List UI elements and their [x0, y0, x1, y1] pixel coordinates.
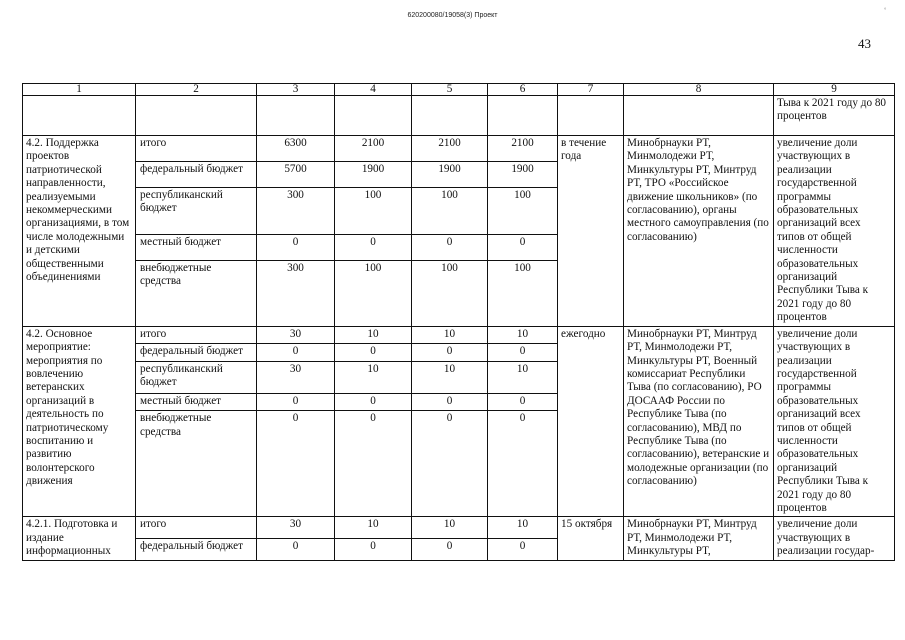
cell-value: 0	[335, 538, 412, 560]
row-label: внебюджетные средства	[136, 260, 257, 326]
cell-value: 10	[412, 517, 488, 539]
cell-value: 100	[335, 260, 412, 326]
responsible: Минобрнауки РТ, Минтруд РТ, Минмолодежи РТ, Минкультуры РТ,	[624, 517, 774, 560]
cell-value: 100	[488, 187, 558, 234]
cell-value: 10	[488, 517, 558, 539]
cell-value: 0	[488, 538, 558, 560]
cell-value: 1900	[412, 161, 488, 187]
cell-value: 0	[257, 344, 335, 362]
expected-result: увеличение доли участвующих в реализации государственной программы образовательных организаций всех типов от общей численности образовательных организаций Республики Тыва к 2021 году до 80 процентов	[774, 326, 895, 517]
expected-result: увеличение доли участвующих в реализации государ-	[774, 517, 895, 560]
col-header-2: 2	[136, 84, 257, 96]
row-label: итого	[136, 517, 257, 539]
row-label: внебюджетные средства	[136, 411, 257, 517]
expected-result: увеличение доли участвующих в реализации государственной программы образовательных организаций всех типов от общей численности образовательных организаций Республики Тыва к 2021 году до 80 процентов	[774, 136, 895, 327]
row-label: итого	[136, 326, 257, 344]
cell-value: 100	[412, 260, 488, 326]
cell-value: 0	[257, 393, 335, 411]
cell-value: 0	[488, 411, 558, 517]
cell-value: 0	[335, 393, 412, 411]
row-label: итого	[136, 136, 257, 162]
continuation-row	[23, 96, 895, 136]
cell-value: 0	[257, 234, 335, 260]
col-header-3: 3	[257, 84, 335, 96]
cell-value: 0	[412, 393, 488, 411]
cell-value: 0	[412, 344, 488, 362]
cell-value: 0	[257, 538, 335, 560]
col-header-6: 6	[488, 84, 558, 96]
table-row	[23, 517, 895, 539]
cell-value: 0	[257, 411, 335, 517]
cell-value: 30	[257, 326, 335, 344]
cell-value: 0	[488, 393, 558, 411]
cell-value: 1900	[335, 161, 412, 187]
col-header-1: 1	[23, 84, 136, 96]
col-header-5: 5	[412, 84, 488, 96]
cell-value: 0	[335, 234, 412, 260]
cell-value: 30	[257, 361, 335, 393]
col-header-7: 7	[558, 84, 624, 96]
deadline: в течение года	[558, 136, 624, 327]
cell-value: 300	[257, 260, 335, 326]
cell-value: 0	[412, 411, 488, 517]
cell-value: 100	[488, 260, 558, 326]
cell-value: 10	[412, 361, 488, 393]
responsible: Минобрнауки РТ, Минмолодежи РТ, Минкультуры РТ, Минтруд РТ, ТРО «Российское движение школьников» (по согласованию), органы местного самоуправления (по согласованию)	[624, 136, 774, 327]
cell-value: 0	[335, 344, 412, 362]
cell-value: 2100	[488, 136, 558, 162]
cell-value: 6300	[257, 136, 335, 162]
cell-value: 10	[488, 361, 558, 393]
deadline: 15 октября	[558, 517, 624, 560]
cell-value: 10	[488, 326, 558, 344]
table-row	[23, 326, 895, 344]
corner-mark: °	[884, 8, 887, 14]
cell-value: 0	[335, 411, 412, 517]
continuation-text: Тыва к 2021 году до 80 процентов	[774, 96, 895, 136]
cell-value: 100	[335, 187, 412, 234]
cell-value: 0	[488, 234, 558, 260]
col-header-8: 8	[624, 84, 774, 96]
row-label: федеральный бюджет	[136, 161, 257, 187]
cell-value: 2100	[412, 136, 488, 162]
deadline: ежегодно	[558, 326, 624, 517]
row-label: федеральный бюджет	[136, 344, 257, 362]
cell-value: 300	[257, 187, 335, 234]
cell-value: 2100	[335, 136, 412, 162]
row-label: местный бюджет	[136, 393, 257, 411]
cell-value: 10	[335, 326, 412, 344]
section-title: 4.2. Поддержка проектов патриотической направленности, реализуемыми некоммерческими организациями, в том числе молодежными и детскими общественными объединениями	[23, 136, 136, 327]
cell-value: 1900	[488, 161, 558, 187]
cell-value: 10	[335, 517, 412, 539]
responsible: Минобрнауки РТ, Минтруд РТ, Минмолодежи РТ, Минкультуры РТ, Военный комиссариат Республики Тыва (по согласованию), РО ДОСААФ России по Республике Тыва (по согласованию), МВД по Республике Тыва (по согласованию), ветеранские и молодежные организации (по согласованию)	[624, 326, 774, 517]
page-number: 43	[858, 36, 871, 51]
cell-value: 0	[412, 234, 488, 260]
cell-value: 0	[488, 344, 558, 362]
table-row	[23, 136, 895, 162]
header-row	[23, 84, 895, 96]
document-stamp: 620200080/19058(3) Проект	[407, 12, 498, 19]
cell-value: 10	[335, 361, 412, 393]
row-label: федеральный бюджет	[136, 538, 257, 560]
budget-table	[22, 83, 895, 561]
cell-value: 10	[412, 326, 488, 344]
section-title: 4.2. Основное мероприятие: мероприятия по вовлечению ветеранских организаций в деятельность по патриотическому воспитанию и развитию волонтерского движения	[23, 326, 136, 517]
col-header-9: 9	[774, 84, 895, 96]
cell-value: 5700	[257, 161, 335, 187]
row-label: местный бюджет	[136, 234, 257, 260]
col-header-4: 4	[335, 84, 412, 96]
row-label: республиканский бюджет	[136, 187, 257, 234]
section-title: 4.2.1. Подготовка и издание информационных	[23, 517, 136, 560]
cell-value: 0	[412, 538, 488, 560]
cell-value: 30	[257, 517, 335, 539]
row-label: республиканский бюджет	[136, 361, 257, 393]
cell-value: 100	[412, 187, 488, 234]
